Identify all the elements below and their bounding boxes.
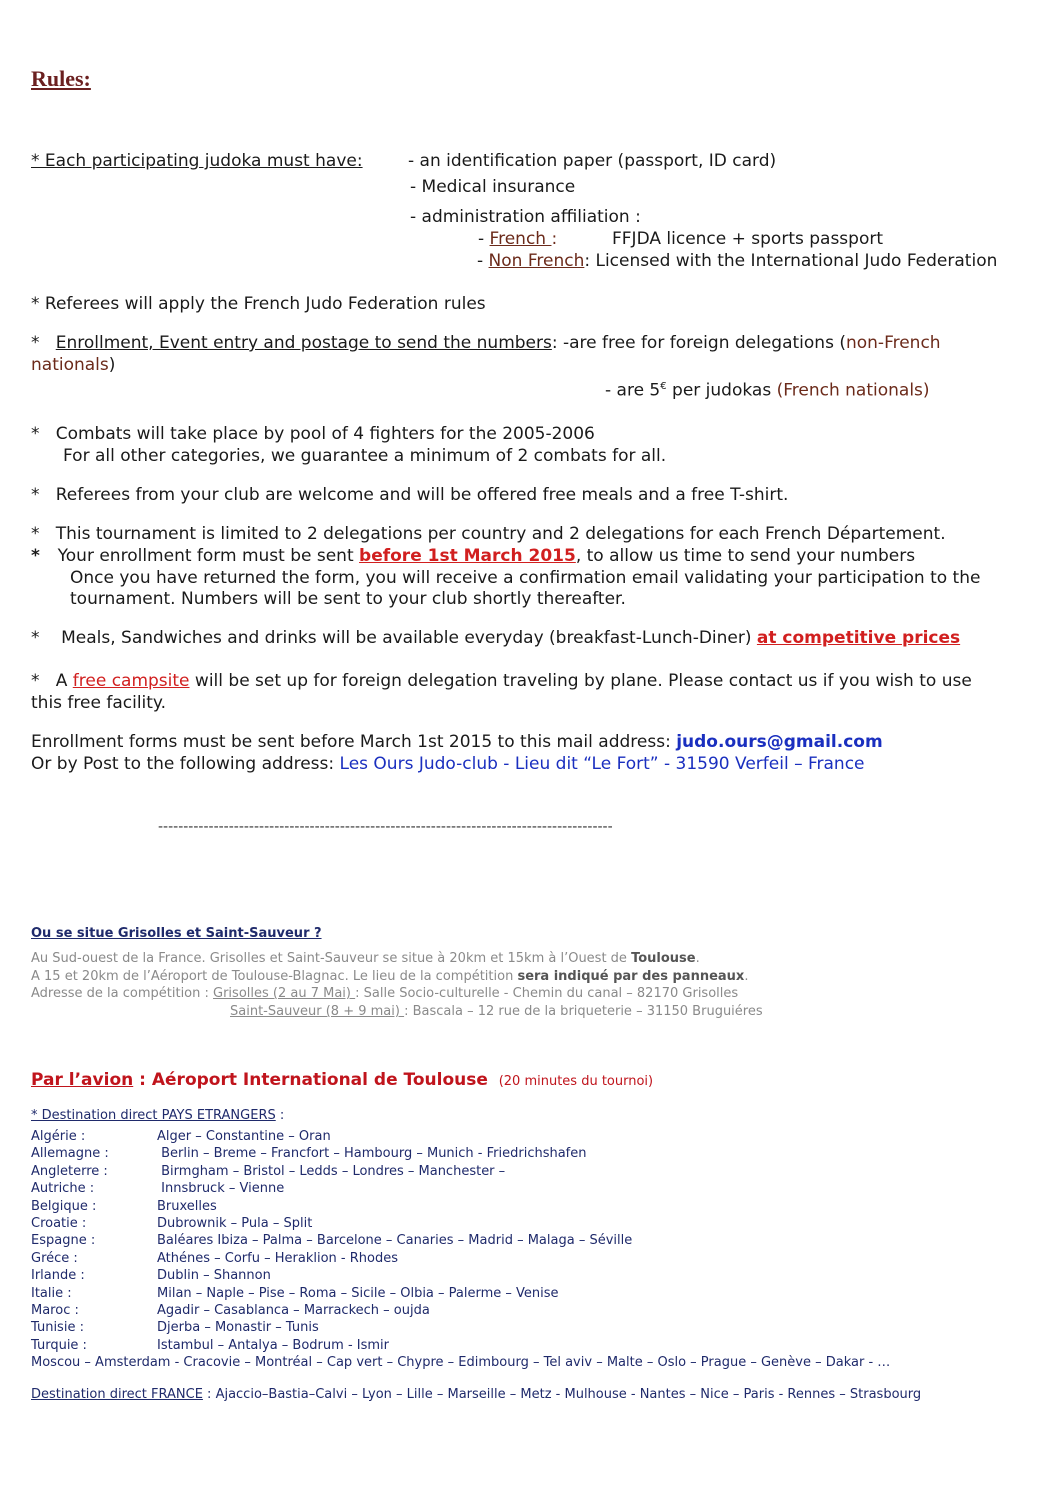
destination-cities: Dublin – Shannon xyxy=(157,1268,271,1284)
french-label: French xyxy=(489,229,552,249)
limited-line: * This tournament is limited to 2 delegations per country and 2 delegations for each French Département. xyxy=(31,524,946,544)
grisolles-addr: : Salle Socio-culturelle - Chemin du canal – 82170 Grisolles xyxy=(355,986,739,1001)
location-line2-bold: sera indiqué par des panneaux xyxy=(517,969,745,984)
combats-line2: For all other categories, we guarantee a minimum of 2 combats for all. xyxy=(63,446,667,466)
enrollment-paid-mid: per judokas xyxy=(666,380,777,401)
sauveur-link[interactable]: Saint-Sauveur (8 + 9 mai) xyxy=(230,1004,405,1019)
location-line1-bold: Toulouse xyxy=(631,951,696,966)
must-have-label xyxy=(31,150,363,172)
foreign-heading: * Destination direct PAYS ETRANGERS xyxy=(31,1108,276,1123)
campsite-highlight: free campsite xyxy=(72,671,190,691)
location-line2-suffix: . xyxy=(744,969,749,984)
post-address: Les Ours Judo-club - Lieu dit “Le Fort” - 31590 Verfeil – France xyxy=(339,754,865,774)
mail-line xyxy=(31,731,883,753)
form-deadline: before 1st March 2015 xyxy=(359,546,576,566)
destination-country: Irlande : xyxy=(31,1268,85,1284)
referees-welcome: * Referees from your club are welcome and will be offered free meals and a free T-shirt. xyxy=(31,485,789,505)
form-prefix: Your enrollment form must be sent xyxy=(57,546,360,566)
form-line3: tournament. Numbers will be sent to your club shortly thereafter. xyxy=(70,589,626,609)
destination-country: Italie : xyxy=(31,1285,72,1301)
enrollment-free-cont: nationals xyxy=(31,355,109,375)
mail-address-link[interactable]: judo.ours@gmail.com xyxy=(676,732,883,752)
destination-row xyxy=(31,1215,312,1232)
enrollment-paid-prefix: - are 5 xyxy=(605,380,661,401)
destination-row xyxy=(31,1232,632,1249)
non-french-row: - Non French: Licensed with the International Judo Federation xyxy=(477,251,998,271)
enrollment-free-highlight: non-French xyxy=(845,333,941,353)
destination-cities: Istambul – Antalya – Bodrum - Ismir xyxy=(157,1337,389,1353)
form-line2: Once you have returned the form, you will receive a confirmation email validating your participation to the xyxy=(70,568,981,588)
campsite-prefix: A xyxy=(55,671,73,691)
destination-country: Espagne : xyxy=(31,1233,96,1249)
meals-highlight: at competitive prices xyxy=(756,628,961,648)
enrollment-paid xyxy=(605,376,930,402)
mail-prefix: Enrollment forms must be sent before March 1st 2015 to this mail address: xyxy=(31,732,677,752)
destination-country: Autriche : xyxy=(31,1181,95,1197)
sauveur-addr: : Bascala – 12 rue de la briqueterie – 31150 Bruguiéres xyxy=(404,1004,763,1019)
location-line1-prefix: Au Sud-ouest de la France. Grisolles et Saint-Sauveur se situe à 20km et 15km à l’Ouest de xyxy=(31,951,632,966)
france-destinations-line xyxy=(31,1386,921,1403)
must-have-item-id: - an identification paper (passport, ID card) xyxy=(408,151,777,171)
airport-name: Aéroport International de Toulouse xyxy=(151,1070,488,1090)
separator-line: ------------------------------------------------------------------------------------------ xyxy=(158,819,613,835)
destination-row xyxy=(31,1145,587,1162)
destination-country: Angleterre : xyxy=(31,1163,108,1179)
destination-cities: Dubrownik – Pula – Split xyxy=(157,1216,313,1231)
destination-row xyxy=(31,1337,389,1354)
destination-country: Allemagne : xyxy=(31,1146,109,1162)
campsite-line1: * A free campsite will be set up for foreign delegation traveling by plane. Please contact us if you wish to use xyxy=(31,671,972,691)
destination-country: Turquie : xyxy=(31,1337,87,1353)
enrollment-free-prefix: : -are free for foreign delegations ( xyxy=(551,333,846,353)
referees-welcome-text: Referees from your club are welcome and will be offered free meals and a free T-shirt. xyxy=(55,485,789,505)
location-line1 xyxy=(31,950,700,967)
destination-row xyxy=(31,1128,331,1145)
destination-country: Maroc : xyxy=(31,1303,79,1318)
enrollment-line: * Enrollment, Event entry and postage to send the numbers: -are free for foreign delegations (non-French xyxy=(31,333,941,353)
france-list: : Ajaccio–Bastia–Calvi – Lyon – Lille – Marseille – Metz - Mulhouse - Nantes – Nice – Paris - Rennes – Strasbourg xyxy=(202,1387,922,1402)
page-title: Rules: xyxy=(31,66,91,91)
must-have-item-affiliation: - administration affiliation : xyxy=(410,207,641,227)
post-line xyxy=(31,753,865,775)
destination-cities: Alger – Constantine – Oran xyxy=(157,1129,331,1144)
location-line1-suffix: . xyxy=(695,951,700,966)
destination-row xyxy=(31,1285,559,1302)
plane-heading xyxy=(31,1069,653,1093)
other-destinations: Moscou – Amsterdam - Cracovie – Montréal – Cap vert – Chypre – Edimbourg – Tel aviv – Malte – Oslo – Prague – Genève – Dakar - … xyxy=(31,1355,891,1370)
must-have-item-insurance: - Medical insurance xyxy=(410,177,576,197)
destination-cities: Baléares Ibiza – Palma – Barcelone – Canaries – Madrid – Malaga – Séville xyxy=(157,1233,633,1249)
foreign-colon: : xyxy=(275,1108,285,1123)
limited-text: This tournament is limited to 2 delegations per country and 2 delegations for each French Département. xyxy=(55,524,946,544)
enrollment-cont: nationals) xyxy=(31,355,116,375)
destination-cities: Birmgham – Bristol – Ledds – Londres – Manchester – xyxy=(157,1163,506,1179)
location-heading: Ou se situe Grisolles et Saint-Sauveur ? xyxy=(31,926,322,941)
must-have-text: * Each participating judoka must have: xyxy=(31,151,363,171)
enrollment-paid-highlight: (French nationals) xyxy=(776,380,930,401)
destination-cities: Berlin – Breme – Francfort – Hambourg – Munich - Friedrichshafen xyxy=(157,1146,587,1162)
location-line2-prefix: A 15 et 20km de l’Aéroport de Toulouse-Blagnac. Le lieu de la compétition xyxy=(31,969,518,984)
combats-text1: Combats will take place by pool of 4 fighters for the 2005-2006 xyxy=(55,424,595,444)
airport-duration: (20 minutes du tournoi) xyxy=(498,1074,654,1089)
campsite-line2: this free facility. xyxy=(31,693,166,713)
destination-country: Tunisie : xyxy=(31,1320,84,1336)
destination-country: Gréce : xyxy=(31,1250,78,1266)
destination-country: Croatie : xyxy=(31,1216,87,1231)
french-value: FFJDA licence + sports passport xyxy=(612,229,884,249)
foreign-heading-line xyxy=(31,1107,284,1124)
destination-row xyxy=(31,1163,505,1180)
non-french-value: : Licensed with the International Judo Federation xyxy=(584,251,998,271)
destination-country: Algérie : xyxy=(31,1129,86,1144)
meals-prefix: Meals, Sandwiches and drinks will be available everyday (breakfast-Lunch-Diner) xyxy=(61,628,757,648)
destination-row xyxy=(31,1180,284,1197)
destination-row xyxy=(31,1267,271,1284)
currency-sign: € xyxy=(660,381,667,392)
destination-row xyxy=(31,1302,430,1319)
destination-row xyxy=(31,1198,217,1215)
location-line4 xyxy=(230,1003,763,1020)
location-line2 xyxy=(31,968,748,985)
destination-cities: Agadir – Casablanca – Marrackech – oujda xyxy=(157,1303,430,1318)
destination-country: Belgique : xyxy=(31,1198,97,1214)
combats-line1: * Combats will take place by pool of 4 fighters for the 2005-2006 xyxy=(31,424,595,444)
form-suffix: , to allow us time to send your numbers xyxy=(575,546,916,566)
destination-cities: Milan – Naple – Pise – Roma – Sicile – Olbia – Palerme – Venise xyxy=(157,1285,559,1301)
grisolles-link[interactable]: Grisolles (2 au 7 Mai) xyxy=(213,986,356,1001)
location-line3 xyxy=(31,985,738,1002)
enrollment-label: Enrollment, Event entry and postage to send the numbers xyxy=(55,333,552,353)
form-line1: * Your enrollment form must be sent before 1st March 2015, to allow us time to send your numbers xyxy=(31,546,916,566)
destination-cities: Innsbruck – Vienne xyxy=(157,1181,285,1197)
destination-row xyxy=(31,1250,398,1267)
non-french-label: Non French xyxy=(488,251,585,271)
france-heading: Destination direct FRANCE xyxy=(31,1387,203,1402)
plane-colon: : xyxy=(133,1070,152,1090)
destination-cities: Bruxelles xyxy=(157,1198,217,1214)
french-row: - French : xyxy=(478,229,558,249)
destination-cities: Djerba – Monastir – Tunis xyxy=(157,1320,319,1336)
meals-line: * Meals, Sandwiches and drinks will be available everyday (breakfast-Lunch-Diner) at competitive prices xyxy=(31,628,961,648)
campsite-suffix: will be set up for foreign delegation traveling by plane. Please contact us if you wish to use xyxy=(189,671,972,691)
destination-cities: Athénes – Corfu – Heraklion - Rhodes xyxy=(157,1250,398,1266)
referees-rules: * Referees will apply the French Judo Federation rules xyxy=(31,294,486,314)
post-prefix: Or by Post to the following address: xyxy=(31,754,340,774)
by-plane-label: Par l’avion xyxy=(31,1070,134,1090)
destination-row xyxy=(31,1319,319,1336)
french-dash: - xyxy=(478,229,490,249)
location-line3-prefix: Adresse de la compétition : xyxy=(31,986,214,1001)
